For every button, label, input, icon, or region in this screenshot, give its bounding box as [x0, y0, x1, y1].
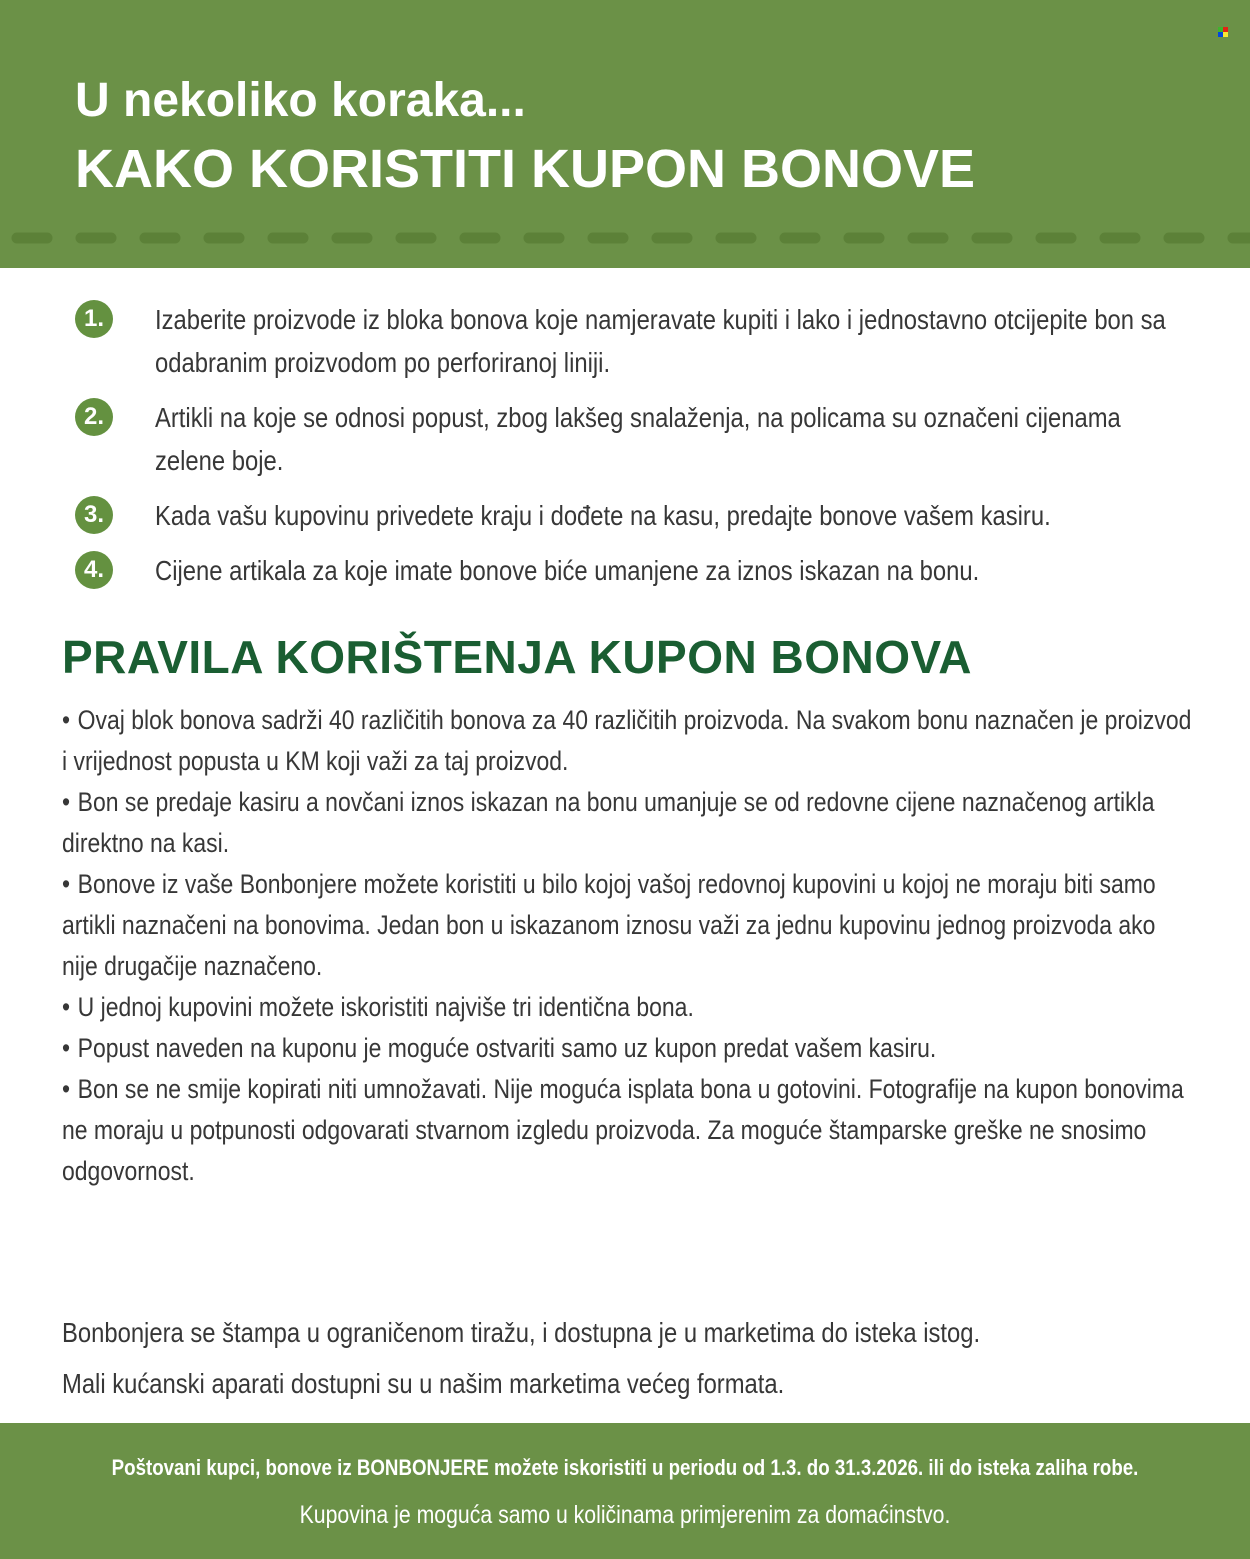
footer-band: [0, 1423, 1250, 1559]
main-content: [0, 268, 1250, 1404]
step-text: Kada vašu kupovinu privedete kraju i dođete na kasu, predajte bonove vašem kasiru.: [155, 500, 1051, 531]
step-body: [155, 494, 1192, 537]
footer-quantity-text: Kupovina je moguća samo u količinama primjerenim za domaćinstvo.: [299, 1501, 951, 1529]
rule-text: Bon se predaje kasiru a novčani iznos iskazan na bonu umanjuje se od redovne cijene naznačenog artikla direktno na kasi.: [62, 787, 1155, 858]
rule-text: Popust naveden na kuponu je moguće ostvariti samo uz kupon predat vašem kasiru.: [77, 1033, 937, 1063]
rule-text: Ovaj blok bonova sadrži 40 različitih bonova za 40 različitih proizvoda. Na svakom bonu naznačen je proizvod i vrijednost popusta u KM koji važi za taj proizvod.: [62, 705, 1192, 776]
step-number-badge: 3.: [75, 496, 113, 534]
footer-validity-text: Poštovani kupci, bonove iz BONBONJERE možete iskoristiti u periodu od 1.3. do 31.3.2026. ili do isteka zaliha robe.: [111, 1455, 1139, 1480]
bullet-marker: •: [62, 787, 71, 817]
bullet-marker: •: [62, 1033, 71, 1063]
header-band: [0, 0, 1250, 268]
dashed-divider-icon: [0, 232, 1250, 244]
rule-item-6: [62, 1069, 1192, 1192]
rule-text: Bonove iz vaše Bonbonjere možete koristiti u bilo kojoj vašoj redovnoj kupovini u kojoj ne moraju biti samo artikli naznačeni na bonovima. Jedan bon u iskazanom iznosu važi za jednu kupovinu jednog proizvoda ako nije drugačije naznačeno.: [62, 869, 1156, 981]
notes-section: [62, 1312, 1192, 1404]
steps-list: [62, 298, 1192, 592]
step-number-badge: 2.: [75, 398, 113, 436]
step-text: Izaberite proizvode iz bloka bonova koje namjeravate kupiti i lako i jednostavno otcijepite bon sa odabranim proizvodom po perforiranoj liniji.: [155, 304, 1166, 378]
bullet-marker: •: [62, 1074, 71, 1104]
step-body: [155, 396, 1192, 482]
rules-list: [62, 700, 1192, 1192]
note-small-appliances: Mali kućanski aparati dostupni su u našim marketima većeg formata.: [62, 1368, 785, 1399]
rule-item-2: [62, 782, 1192, 864]
rules-text-block: [62, 700, 1192, 1192]
step-item-3: [75, 494, 1192, 537]
bullet-marker: •: [62, 992, 71, 1022]
window-logo-icon: [1218, 27, 1228, 37]
step-body: [155, 549, 1192, 592]
rule-item-1: [62, 700, 1192, 782]
bullet-marker: •: [62, 705, 71, 735]
rule-item-5: [62, 1028, 1192, 1069]
rule-item-4: [62, 987, 1192, 1028]
rules-heading: PRAVILA KORIŠTENJA KUPON BONOVA: [62, 631, 973, 683]
step-number-badge: 4.: [75, 551, 113, 589]
step-number-badge: 1.: [75, 300, 113, 338]
rule-item-3: [62, 864, 1192, 987]
step-item-2: [75, 396, 1192, 482]
step-text: Cijene artikala za koje imate bonove biće umanjene za iznos iskazan na bonu.: [155, 555, 980, 586]
step-body: [155, 298, 1192, 384]
step-item-4: [75, 549, 1192, 592]
rule-text: U jednoj kupovini možete iskoristiti najviše tri identična bona.: [77, 992, 694, 1022]
logo-cell-yellow: [1223, 32, 1228, 37]
header-subtitle: U nekoliko koraka...: [75, 74, 526, 127]
step-text: Artikli na koje se odnosi popust, zbog lakšeg snalaženja, na policama su označeni cijenama zelene boje.: [155, 402, 1121, 476]
note-print-run: Bonbonjera se štampa u ograničenom tiražu, i dostupna je u marketima do isteka istog.: [62, 1317, 981, 1348]
rule-text: Bon se ne smije kopirati niti umnožavati. Nije moguća isplata bona u gotovini. Fotografije na kupon bonovima ne moraju u potpunosti odgovarati stvarnom izgledu proizvoda. Za moguće štamparske greške ne snosimo odgovornost.: [62, 1074, 1184, 1186]
bullet-marker: •: [62, 869, 71, 899]
page-title: KAKO KORISTITI KUPON BONOVE: [75, 139, 976, 199]
step-item-1: [75, 298, 1192, 384]
